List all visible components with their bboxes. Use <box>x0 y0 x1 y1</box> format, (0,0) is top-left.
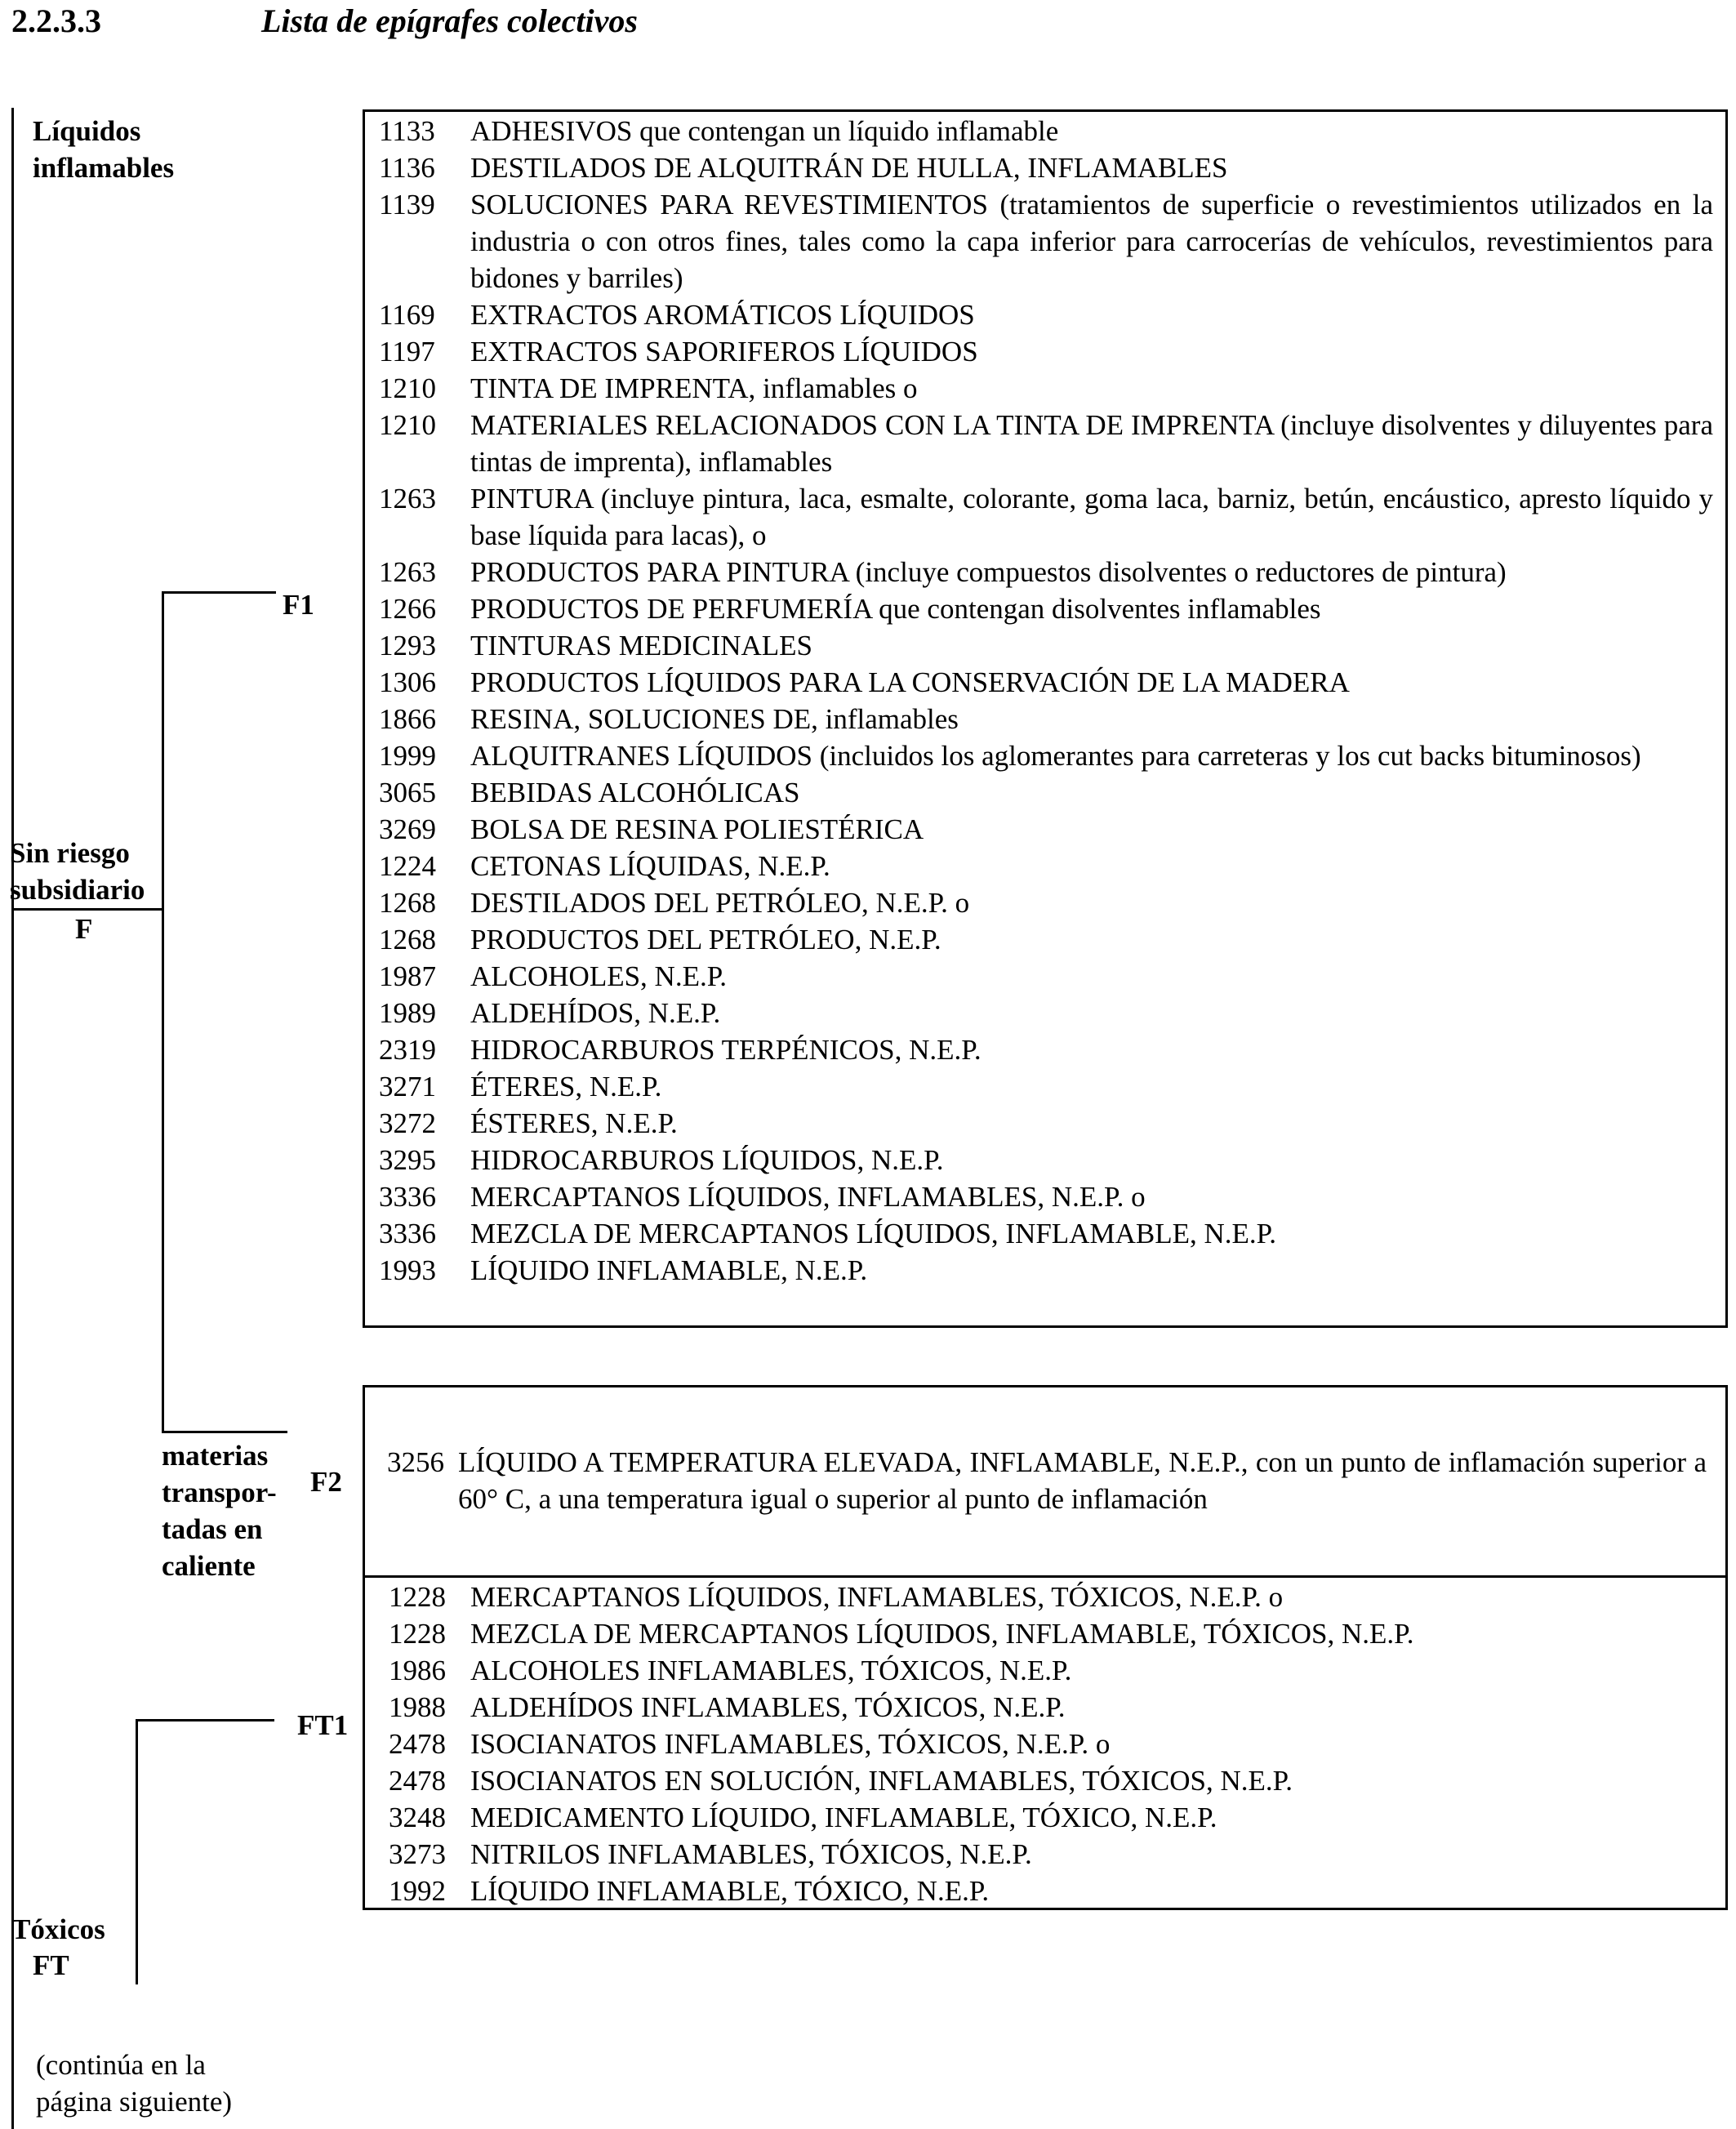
entry-row <box>379 737 1713 774</box>
entry-row <box>379 113 1713 149</box>
entry-row <box>379 884 1713 921</box>
entry-description: BEBIDAS ALCOHÓLICAS <box>470 777 800 808</box>
section-number: 2.2.3.3 <box>11 2 101 39</box>
entry-row <box>379 296 1713 333</box>
entry-row <box>379 958 1713 995</box>
entry-row <box>389 1726 1695 1762</box>
entry-row <box>379 480 1713 554</box>
entry-row <box>379 1142 1713 1178</box>
entry-row <box>379 149 1713 186</box>
entry-row <box>389 1762 1695 1799</box>
un-number: 1268 <box>379 924 436 955</box>
ft1-connector <box>136 1719 274 1721</box>
entry-description: PRODUCTOS LÍQUIDOS PARA LA CONSERVACIÓN DE LA MADERA <box>470 666 1350 698</box>
continua-note <box>36 2047 232 2120</box>
entry-row <box>379 811 1713 848</box>
entry-description: PRODUCTOS DEL PETRÓLEO, N.E.P. <box>470 924 941 955</box>
un-number: 3336 <box>379 1218 436 1249</box>
un-number: 1136 <box>379 152 435 184</box>
entry-description: LÍQUIDO INFLAMABLE, N.E.P. <box>470 1254 868 1286</box>
entry-row <box>379 1178 1713 1215</box>
un-number: 1999 <box>379 740 436 772</box>
entry-description: ALDEHÍDOS INFLAMABLES, TÓXICOS, N.E.P. <box>470 1691 1066 1723</box>
entry-description: SOLUCIONES PARA REVESTIMIENTOS (tratamientos de superficie o revestimientos utilizados en la industria o con otros fines, tales como la capa inferior para carrocerías de vehículos, revestimientos para bidones y barriles) <box>470 189 1713 294</box>
f1-connector <box>162 591 276 594</box>
entry-description: MERCAPTANOS LÍQUIDOS, INFLAMABLES, TÓXICOS, N.E.P. o <box>470 1581 1284 1613</box>
entry-row <box>379 407 1713 480</box>
entry-row <box>379 1215 1713 1252</box>
un-number: 1263 <box>379 483 436 514</box>
liquidos-inflamables-label <box>33 113 174 186</box>
entry-row <box>379 701 1713 737</box>
entry-description: BOLSA DE RESINA POLIESTÉRICA <box>470 813 924 845</box>
entry-row <box>379 995 1713 1031</box>
un-number: 2478 <box>389 1765 446 1797</box>
entry-row <box>379 664 1713 701</box>
un-number: 3271 <box>379 1071 436 1102</box>
un-number: 1228 <box>389 1618 446 1650</box>
entry-row <box>379 333 1713 370</box>
un-number: 1993 <box>379 1254 436 1286</box>
entry-description: DESTILADOS DE ALQUITRÁN DE HULLA, INFLAMABLES <box>470 152 1228 184</box>
un-number: 1987 <box>379 960 436 992</box>
materias-label-line: transpor- <box>162 1476 277 1508</box>
un-number: 1866 <box>379 703 436 735</box>
entry-row <box>379 774 1713 811</box>
entry-row <box>379 1068 1713 1105</box>
entry-description: DESTILADOS DEL PETRÓLEO, N.E.P. o <box>470 887 970 919</box>
materias-label-line: caliente <box>162 1550 256 1582</box>
entry-description: LÍQUIDO A TEMPERATURA ELEVADA, INFLAMABLE, N.E.P., con un punto de inflamación superior a 60° C, a una temperatura igual o superior al punto de inflamación <box>458 1446 1707 1515</box>
un-number: 1293 <box>379 630 436 661</box>
entry-description: HIDROCARBUROS LÍQUIDOS, N.E.P. <box>470 1144 944 1176</box>
un-number: 1986 <box>389 1655 446 1686</box>
un-number: 3065 <box>379 777 436 808</box>
entry-description: NITRILOS INFLAMABLES, TÓXICOS, N.E.P. <box>470 1838 1032 1870</box>
entry-description: CETONAS LÍQUIDAS, N.E.P. <box>470 850 830 882</box>
un-number: 1263 <box>379 556 436 588</box>
un-number: 2478 <box>389 1728 446 1760</box>
entry-description: ALDEHÍDOS, N.E.P. <box>470 997 721 1029</box>
entry-description: HIDROCARBUROS TERPÉNICOS, N.E.P. <box>470 1034 982 1066</box>
materias-label-line: materias <box>162 1440 269 1472</box>
ft-branch-vertical-line <box>136 1719 138 1984</box>
entry-row <box>389 1579 1695 1615</box>
continua-note-line: página siguiente) <box>36 2086 233 2118</box>
entry-row <box>379 627 1713 664</box>
un-number: 1228 <box>389 1581 446 1613</box>
entry-description: MATERIALES RELACIONADOS CON LA TINTA DE IMPRENTA (incluye disolventes y diluyentes para tintas de imprenta), inflamables <box>470 409 1713 478</box>
ft1-entries-list <box>389 1579 1695 1909</box>
ft1-label: FT1 <box>297 1709 349 1741</box>
entry-description: PINTURA (incluye pintura, laca, esmalte, colorante, goma laca, barniz, betún, encáustico, apresto líquido y base líquida para lacas), o <box>470 483 1713 551</box>
un-number: 3248 <box>389 1802 446 1833</box>
un-number: 1266 <box>379 593 436 625</box>
entry-description: PRODUCTOS PARA PINTURA (incluye compuestos disolventes o reductores de pintura) <box>470 556 1507 588</box>
entry-description: ADHESIVOS que contengan un líquido inflamable <box>470 115 1059 147</box>
liquidos-label-line: Líquidos <box>33 115 141 147</box>
entry-description: MERCAPTANOS LÍQUIDOS, INFLAMABLES, N.E.P. o <box>470 1181 1146 1213</box>
entry-row <box>379 1031 1713 1068</box>
entry-description: ÉTERES, N.E.P. <box>470 1071 662 1102</box>
entry-row <box>389 1873 1695 1909</box>
entry-description: MEZCLA DE MERCAPTANOS LÍQUIDOS, INFLAMABLE, N.E.P. <box>470 1218 1276 1249</box>
toxicos-code: FT <box>33 1949 69 1981</box>
f2-entries-list <box>387 1444 1707 1517</box>
entry-row <box>379 848 1713 884</box>
entry-row <box>379 1252 1713 1289</box>
entry-row <box>379 554 1713 590</box>
entry-description: EXTRACTOS SAPORIFEROS LÍQUIDOS <box>470 336 978 367</box>
un-number: 1210 <box>379 409 436 441</box>
sin-riesgo-label <box>10 835 165 908</box>
un-number: 3295 <box>379 1144 436 1176</box>
entry-description: ALCOHOLES INFLAMABLES, TÓXICOS, N.E.P. <box>470 1655 1072 1686</box>
entry-row <box>389 1689 1695 1726</box>
un-number: 1210 <box>379 372 436 404</box>
entry-description: MEZCLA DE MERCAPTANOS LÍQUIDOS, INFLAMABLE, TÓXICOS, N.E.P. <box>470 1618 1414 1650</box>
un-number: 1169 <box>379 299 435 331</box>
entry-row <box>379 921 1713 958</box>
f2-connector <box>162 1431 287 1433</box>
entry-row <box>389 1615 1695 1652</box>
un-number: 1989 <box>379 997 436 1029</box>
sin-riesgo-code: F <box>75 913 93 945</box>
continua-note-line: (continúa en la <box>36 2049 206 2081</box>
entry-row <box>379 186 1713 296</box>
entry-description: TINTA DE IMPRENTA, inflamables o <box>470 372 918 404</box>
f-branch-vertical-line <box>162 591 164 1432</box>
sin-riesgo-label-line: Sin riesgo <box>10 837 130 869</box>
entry-row <box>389 1799 1695 1836</box>
entry-description: ALCOHOLES, N.E.P. <box>470 960 728 992</box>
un-number: 1306 <box>379 666 436 698</box>
entry-description: MEDICAMENTO LÍQUIDO, INFLAMABLE, TÓXICO, N.E.P. <box>470 1802 1217 1833</box>
entry-description: LÍQUIDO INFLAMABLE, TÓXICO, N.E.P. <box>470 1875 990 1907</box>
entry-row <box>387 1444 1707 1517</box>
main-vertical-line <box>11 108 14 2129</box>
un-number: 1133 <box>379 115 435 147</box>
un-number: 1224 <box>379 850 436 882</box>
entry-description: ALQUITRANES LÍQUIDOS (incluidos los aglomerantes para carreteras y los cut backs bituminosos) <box>470 740 1641 772</box>
un-number: 3269 <box>379 813 436 845</box>
f2-label: F2 <box>310 1466 342 1498</box>
un-number: 3256 <box>387 1446 444 1478</box>
entry-row <box>389 1836 1695 1873</box>
entry-description: TINTURAS MEDICINALES <box>470 630 813 661</box>
entry-row <box>379 590 1713 627</box>
liquidos-label-line: inflamables <box>33 152 175 184</box>
sin-riesgo-label-line: subsidiario <box>10 874 145 906</box>
entry-description: ÉSTERES, N.E.P. <box>470 1107 678 1139</box>
un-number: 2319 <box>379 1034 436 1066</box>
materias-label <box>162 1437 277 1584</box>
entry-description: ISOCIANATOS EN SOLUCIÓN, INFLAMABLES, TÓXICOS, N.E.P. <box>470 1765 1293 1797</box>
entry-description: EXTRACTOS AROMÁTICOS LÍQUIDOS <box>470 299 975 331</box>
entry-row <box>379 370 1713 407</box>
entry-row <box>389 1652 1695 1689</box>
un-number: 1268 <box>379 887 436 919</box>
entry-description: ISOCIANATOS INFLAMABLES, TÓXICOS, N.E.P. o <box>470 1728 1111 1760</box>
materias-label-line: tadas en <box>162 1513 263 1545</box>
entry-row <box>379 1105 1713 1142</box>
un-number: 3272 <box>379 1107 436 1139</box>
f1-label: F1 <box>283 589 314 621</box>
un-number: 3273 <box>389 1838 446 1870</box>
section-title: Lista de epígrafes colectivos <box>261 2 638 39</box>
un-number: 3336 <box>379 1181 436 1213</box>
entry-description: PRODUCTOS DE PERFUMERÍA que contengan disolventes inflamables <box>470 593 1321 625</box>
f1-entries-list <box>379 113 1713 1289</box>
un-number: 1197 <box>379 336 435 367</box>
toxicos-label: Tóxicos <box>11 1913 105 1945</box>
un-number: 1992 <box>389 1875 446 1907</box>
entry-description: RESINA, SOLUCIONES DE, inflamables <box>470 703 959 735</box>
un-number: 1139 <box>379 189 435 220</box>
un-number: 1988 <box>389 1691 446 1723</box>
